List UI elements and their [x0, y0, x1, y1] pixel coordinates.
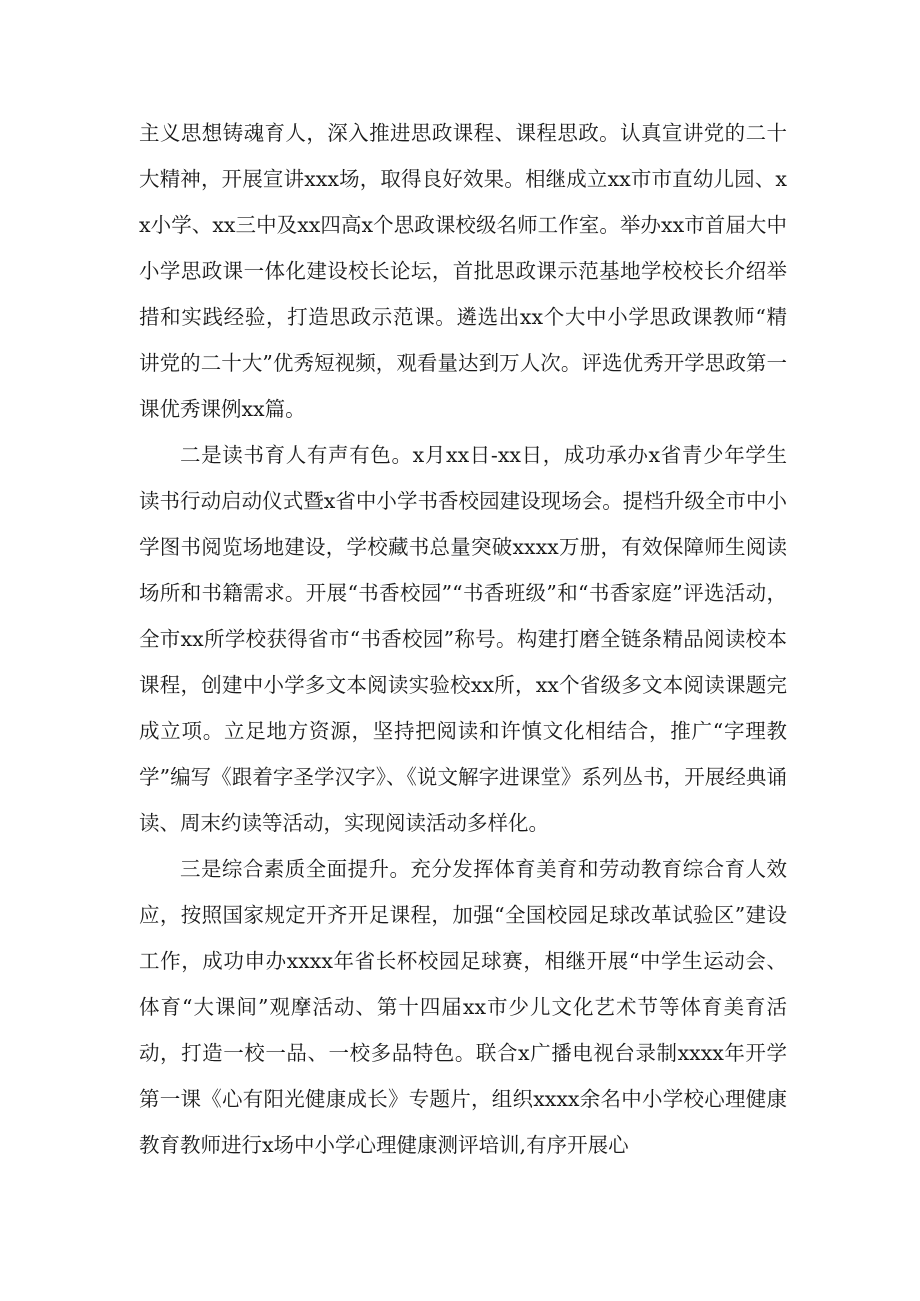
- paragraph-comprehensive-quality: 三是综合素质全面提升。充分发挥体育美育和劳动教育综合育人效应，按照国家规定开齐开足课程，加强“全国校园足球改革试验区”建设工作，成功申办xxxx年省长杯校园足球赛，相继开展“中学生运动会、体育“大课间”观摩活动、第十四届xx市少儿文化艺术节等体育美育活动，打造一校一品、一校多品特色。联合x广播电视台录制xxxx年开学第一课《心有阳光健康成长》专题片，组织xxxx余名中小学校心理健康教育教师进行x场中小学心理健康测评培训,有序开展心: [139, 857, 787, 1157]
- document-body: [139, 110, 787, 1168]
- paragraph-ideological-education: 主义思想铸魂育人，深入推进思政课程、课程思政。认真宣讲党的二十大精神，开展宣讲xxx场，取得良好效果。相继成立xx市市直幼儿园、xx小学、xx三中及xx四高x个思政课校级名师工作室。举办xx市首届大中小学思政课一体化建设校长论坛，首批思政课示范基地学校校长介绍举措和实践经验，打造思政示范课。遴选出xx个大中小学思政课教师“精讲党的二十大”优秀短视频，观看量达到万人次。评选优秀开学思政第一课优秀课例xx篇。: [139, 121, 787, 421]
- paragraph-reading-education: 二是读书育人有声有色。x月xx日-xx日，成功承办x省青少年学生读书行动启动仪式暨x省中小学书香校园建设现场会。提档升级全市中小学图书阅览场地建设，学校藏书总量突破xxxx万册，有效保障师生阅读场所和书籍需求。开展“书香校园”“书香班级”和“书香家庭”评选活动，全市xx所学校获得省市“书香校园”称号。构建打磨全链条精品阅读校本课程，创建中小学多文本阅读实验校xx所，xx个省级多文本阅读课题完成立项。立足地方资源，坚持把阅读和许慎文化相结合，推广“字理教学”编写《跟着字圣学汉字》、《说文解字进课堂》系列丛书，开展经典诵读、周末约读等活动，实现阅读活动多样化。: [139, 443, 787, 835]
